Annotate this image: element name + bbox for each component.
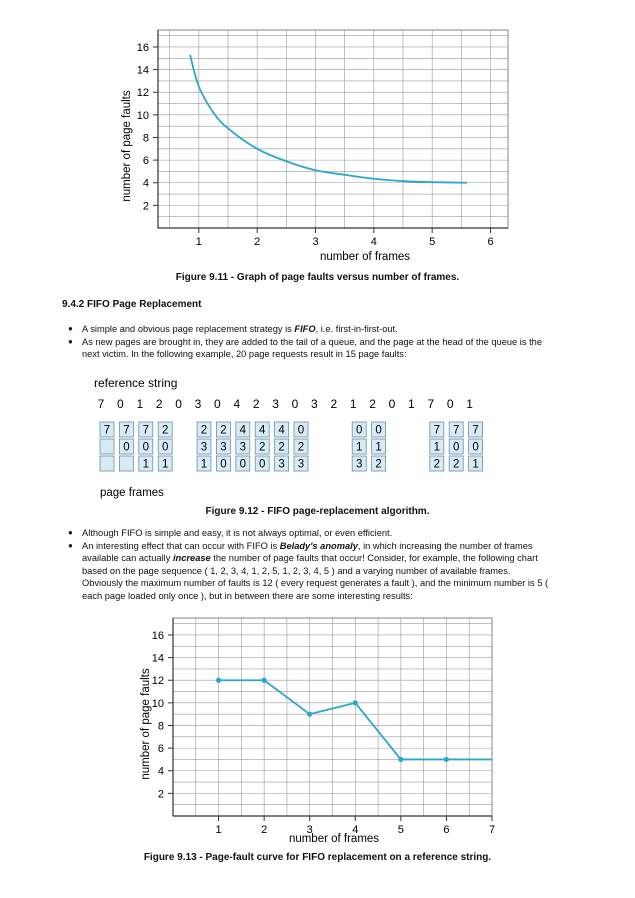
- frame-column: [255, 422, 269, 471]
- frame-value: 3: [200, 441, 208, 454]
- frame-value: 2: [220, 424, 227, 437]
- reference-page: 0: [291, 397, 299, 411]
- frame-value: 0: [472, 441, 479, 454]
- frame-value: 2: [433, 458, 441, 471]
- reference-page: 3: [272, 397, 279, 411]
- frame-cell: [100, 456, 114, 471]
- frame-column: [216, 422, 230, 471]
- frame-value: 0: [452, 441, 460, 454]
- reference-page: 1: [136, 397, 144, 411]
- frame-value: 0: [161, 441, 169, 454]
- chart-grid: [173, 618, 492, 816]
- y-tick-label: 10: [136, 109, 149, 122]
- reference-page: 0: [214, 397, 221, 411]
- reference-page: 1: [408, 397, 415, 411]
- frame-value: 2: [258, 441, 266, 454]
- y-tick-label: 4: [142, 177, 149, 190]
- reference-page: 7: [427, 397, 435, 411]
- y-axis-label: number of page faults: [121, 90, 133, 202]
- frame-value: 7: [103, 424, 111, 437]
- frame-value: 0: [142, 441, 150, 454]
- plot-area: [158, 30, 508, 228]
- bullet-item: ● An interesting effect that can occur with FIFO is Belady's anomaly, in which increasing the number of frames available can actually increase the number of page faults that occur! Consider, for example, the following chart based on the page sequence ( 1, 2, 3, 4, 1, 2, 5, 1, 2, 3, 4, 5 ) and a varying number of available frames. Obviously the maximum number of faults is 12 ( every request generates a fault ), and the minimum number is 5 ( each page loaded only once ), but in between there are some interesting results:: [82, 540, 552, 602]
- data-point: [353, 700, 358, 705]
- y-tick-labels: [152, 630, 164, 800]
- frame-value: 4: [258, 424, 266, 437]
- frame-value: 3: [297, 458, 305, 471]
- y-tick-label: 8: [142, 132, 149, 145]
- frame-value: 7: [433, 424, 441, 437]
- figure-caption-9-12: Figure 9.12 - FIFO page-replacement algorithm.: [205, 506, 430, 517]
- data-point: [398, 757, 403, 762]
- frame-value: 7: [452, 424, 460, 437]
- frame-column: [294, 422, 308, 471]
- frame-value: 3: [239, 441, 247, 454]
- x-axis-label: number of frames: [288, 833, 380, 845]
- x-tick-label: 6: [487, 236, 494, 248]
- y-tick-label: 12: [151, 675, 164, 688]
- y-axis-label: number of page faults: [140, 668, 152, 780]
- frame-value: 2: [200, 424, 208, 437]
- x-tick-label: 2: [261, 824, 268, 836]
- reference-page: 1: [349, 397, 357, 411]
- x-tick-label: 4: [352, 824, 359, 836]
- x-tick-label: 7: [488, 824, 496, 836]
- x-axis-label: number of frames: [319, 251, 411, 263]
- y-tick-label: 14: [151, 652, 164, 665]
- frame-value: 1: [200, 458, 208, 471]
- frame-value: 2: [278, 441, 285, 454]
- frame-column: [158, 422, 172, 471]
- reference-page: 3: [194, 397, 202, 411]
- data-point: [262, 678, 267, 683]
- page-faults-curve-chart: [110, 28, 510, 268]
- frame-value: 0: [220, 458, 227, 471]
- data-point: [216, 678, 221, 683]
- y-tick-label: 8: [157, 720, 164, 733]
- y-tick-label: 14: [136, 64, 149, 77]
- frame-value: 1: [472, 458, 479, 471]
- frame-value: 2: [161, 424, 169, 437]
- page-frames: [100, 422, 483, 471]
- reference-string: [98, 397, 474, 411]
- y-tick-label: 2: [142, 200, 149, 213]
- y-tick-labels: [137, 42, 149, 212]
- frame-value: 0: [258, 458, 266, 471]
- frame-value: 3: [355, 458, 363, 471]
- reference-string-label: reference string: [94, 376, 178, 390]
- bullet-item: ● As new pages are brought in, they are added to the tail of a queue, and the page at the head of the queue is the next victim. In the following example, 20 page requests result in 15 page faults:: [82, 336, 552, 361]
- frame-column: [119, 422, 133, 471]
- frame-column: [100, 422, 114, 471]
- frame-column: [197, 422, 211, 471]
- frame-value: 4: [239, 424, 247, 437]
- frame-column: [139, 422, 153, 471]
- reference-page: 2: [252, 397, 260, 411]
- reference-page: 0: [446, 397, 454, 411]
- x-tick-label: 5: [429, 236, 436, 248]
- section-heading: 9.4.2 FIFO Page Replacement: [62, 299, 202, 310]
- bullet-item: ● A simple and obvious page replacement strategy is FIFO, i.e. first-in-first-out.: [82, 323, 552, 335]
- y-tick-label: 12: [136, 87, 149, 100]
- frame-value: 3: [278, 458, 285, 471]
- data-point: [307, 712, 312, 717]
- frame-value: 0: [355, 424, 363, 437]
- x-tick-label: 3: [306, 824, 313, 836]
- reference-page: 1: [466, 397, 473, 411]
- y-tick-label: 16: [136, 41, 149, 54]
- frame-value: 0: [239, 458, 247, 471]
- reference-page: 0: [388, 397, 396, 411]
- reference-page: 0: [117, 397, 124, 411]
- x-tick-label: 6: [443, 824, 450, 836]
- x-tick-labels: [196, 236, 494, 248]
- frame-column: [469, 422, 483, 471]
- frame-value: 7: [142, 424, 150, 437]
- frame-value: 3: [220, 441, 227, 454]
- x-tick-label: 2: [254, 236, 261, 248]
- x-tick-label: 5: [397, 824, 404, 836]
- frame-value: 2: [375, 458, 382, 471]
- frame-value: 2: [297, 441, 305, 454]
- y-tick-label: 6: [157, 743, 164, 756]
- bullet-item: ● Although FIFO is simple and easy, it is not always optimal, or even efficient.: [82, 527, 552, 539]
- reference-page: 2: [155, 397, 163, 411]
- data-point: [444, 757, 449, 762]
- y-tick-label: 4: [157, 765, 164, 778]
- frame-value: 4: [278, 424, 285, 437]
- frame-cell: [100, 439, 114, 454]
- y-tick-label: 6: [142, 155, 149, 168]
- frame-value: 1: [375, 441, 382, 454]
- x-tick-label: 3: [312, 236, 319, 248]
- y-tick-label: 10: [151, 697, 164, 710]
- page-frames-label: page frames: [100, 487, 164, 499]
- reference-page: 2: [369, 397, 376, 411]
- frame-column: [352, 422, 366, 471]
- frame-value: 2: [452, 458, 460, 471]
- frame-value: 1: [161, 458, 169, 471]
- frame-column: [430, 422, 444, 471]
- frame-cell: [119, 456, 133, 471]
- fifo-replacement-diagram: [88, 372, 548, 502]
- x-tick-label: 1: [195, 236, 202, 248]
- frame-value: 1: [355, 441, 363, 454]
- figure-caption-9-11: Figure 9.11 - Graph of page faults versus number of frames.: [175, 272, 460, 283]
- frame-column: [236, 422, 250, 471]
- reference-page: 4: [233, 397, 241, 411]
- x-tick-label: 4: [370, 236, 377, 248]
- frame-value: 0: [375, 424, 382, 437]
- frame-value: 0: [123, 441, 130, 454]
- reference-page: 0: [175, 397, 182, 411]
- reference-page: 2: [330, 397, 338, 411]
- frame-column: [275, 422, 289, 471]
- frame-column: [372, 422, 386, 471]
- chart-grid: [158, 30, 508, 228]
- figure-caption-9-13: Figure 9.13 - Page-fault curve for FIFO replacement on a reference string.: [143, 852, 492, 863]
- y-tick-label: 16: [151, 629, 164, 642]
- frame-value: 7: [472, 424, 479, 437]
- frame-column: [449, 422, 463, 471]
- frame-value: 7: [123, 424, 130, 437]
- frame-value: 1: [433, 441, 441, 454]
- fifo-page-fault-curve-chart: [130, 612, 500, 852]
- x-tick-label: 1: [215, 824, 222, 836]
- reference-page: 3: [311, 397, 318, 411]
- frame-value: 0: [297, 424, 305, 437]
- reference-page: 7: [97, 397, 105, 411]
- y-tick-label: 2: [157, 788, 164, 801]
- frame-value: 1: [142, 458, 150, 471]
